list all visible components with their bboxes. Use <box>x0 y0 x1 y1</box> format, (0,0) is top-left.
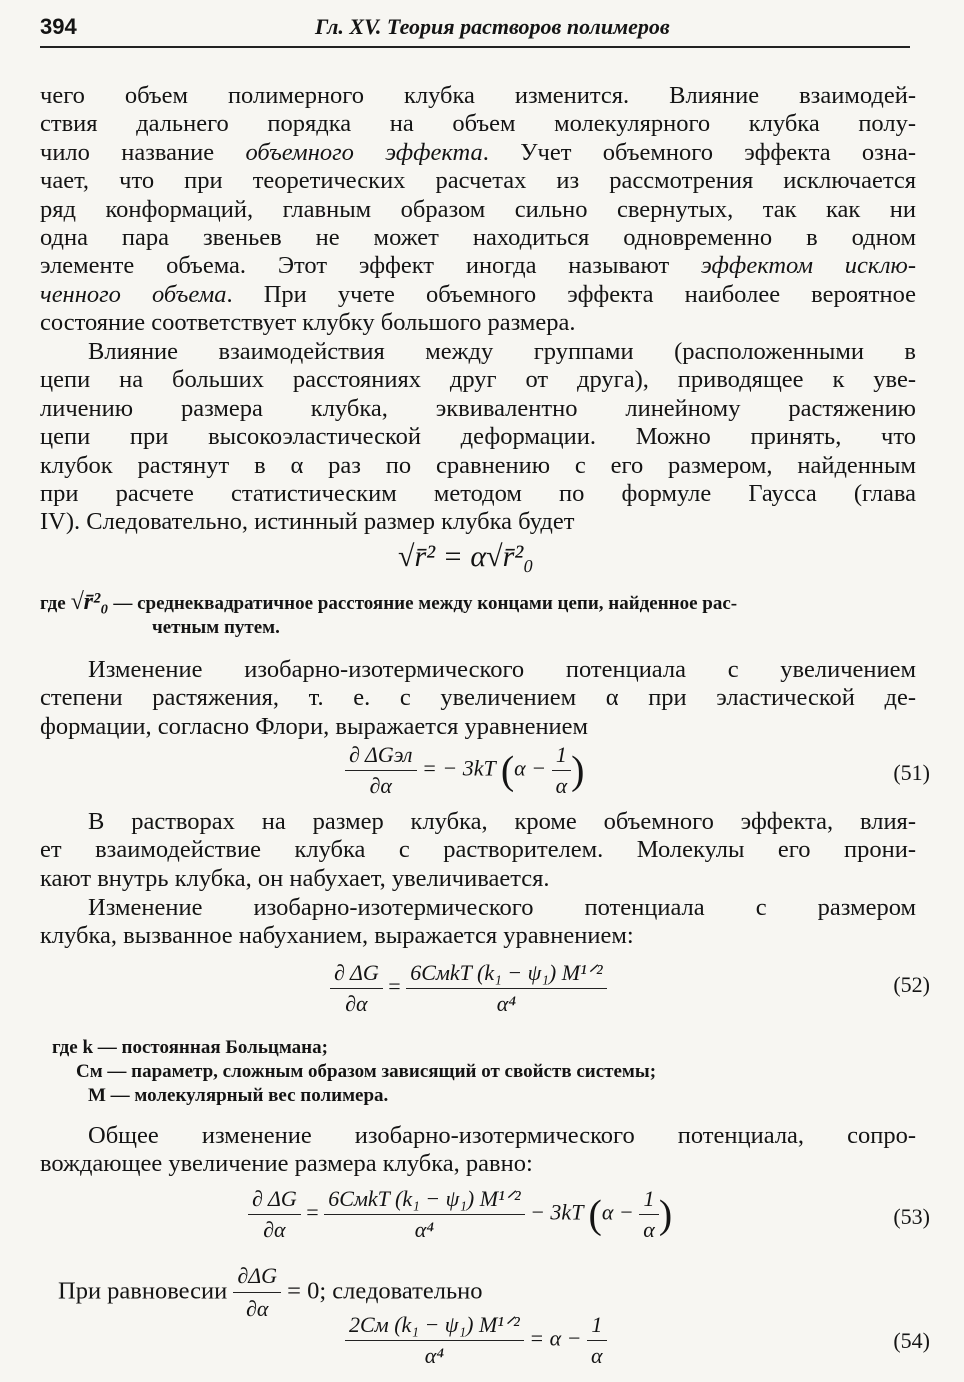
text-line <box>40 281 916 309</box>
text-line: цепи на больших расстояниях друг от друга), приводящее к уве- <box>40 366 916 394</box>
term-volume-effect: объемного эффекта <box>245 138 483 166</box>
frac-den: α <box>643 1217 655 1242</box>
eq-equals: = <box>306 1199 319 1225</box>
page-header <box>40 12 910 48</box>
frac-den: ∂α <box>246 1296 269 1322</box>
text-line: цепи при высокоэластической деформации. Можно принять, что <box>40 423 916 451</box>
where-label: где <box>40 593 66 614</box>
where-text: четным путем. <box>152 617 280 638</box>
frac-num: ∂ ΔG <box>330 960 383 989</box>
text-line: ствия дальнего порядка на объем молекулярного клубка полу- <box>40 110 916 138</box>
running-title: Гл. XV. Теория растворов полимеров <box>315 14 670 39</box>
text-line: чает, что при теоретических расчетах из рассмотрения исключается <box>40 167 916 195</box>
where-list <box>52 1036 928 1108</box>
text-line: IV). Следовательно, истинный размер клубка будет <box>40 508 575 536</box>
left-paren: ( <box>500 747 515 793</box>
equation-sqrt <box>398 540 534 574</box>
text-line: одна пара звеньев не может находиться одновременно в одном <box>40 224 916 252</box>
frac-den: α <box>555 773 568 798</box>
text-span: элементе объема. Этот эффект иногда называют <box>40 252 702 280</box>
text-line <box>40 590 916 616</box>
fraction <box>639 1186 659 1243</box>
frac-den: α⁴ <box>414 1217 434 1242</box>
text-line: клубка, вызванное набуханием, выражается уравнением: <box>40 922 634 950</box>
frac-den: α <box>591 1343 603 1368</box>
frac-num: ∂ΔG <box>233 1262 281 1293</box>
frac-num: 1 <box>552 742 572 771</box>
paragraph-total-change <box>40 1122 916 1179</box>
text-line: формации, согласно Флори, выражается уравнением <box>40 712 589 740</box>
text-line: степени растяжения, т. е. с увеличением α при эластической де- <box>40 684 916 712</box>
text-line: клубок растянут в α раз по сравнению с его размером, найденным <box>40 451 916 479</box>
right-paren: ) <box>571 747 585 793</box>
frac-num: 2Cм (k₁ − ψ₁) M¹ᐟ² <box>345 1312 524 1341</box>
frac-den: ∂α <box>263 1217 286 1242</box>
frac-den: α⁴ <box>496 991 516 1016</box>
frac-den: α⁴ <box>424 1343 444 1368</box>
eq-term: − 3kT <box>530 1199 584 1225</box>
eq-term: α − <box>601 1199 634 1225</box>
text-line: В растворах на размер клубка, кроме объемного эффекта, влия- <box>88 808 916 835</box>
paragraph-flory <box>40 656 916 741</box>
where-item: Cм — параметр, сложным образом зависящий от свойств системы; <box>76 1061 657 1082</box>
eq-rhs: = α − <box>529 1325 582 1351</box>
frac-den: ∂α <box>369 773 392 798</box>
equation-number: (52) <box>893 972 930 997</box>
fraction <box>324 1186 524 1243</box>
equation-52 <box>330 960 607 1017</box>
frac-num: 1 <box>587 1312 607 1341</box>
equation-number: (51) <box>893 760 930 785</box>
where-item: где k — постоянная Больцмана; <box>52 1037 328 1058</box>
equation-number: (53) <box>893 1204 930 1229</box>
fraction <box>345 742 417 799</box>
frac-num: ∂ ΔGэл <box>345 742 417 771</box>
fraction <box>345 1312 524 1369</box>
text-line: чего объем полимерного клубка изменится. Влияние взаимодей- <box>40 82 916 109</box>
text-line: ет взаимодействие клубка с растворителем. Молекулы его прони- <box>40 836 916 864</box>
eq-term: α − <box>514 755 547 781</box>
eq-lhs: √r̄² <box>398 540 436 573</box>
paragraph-solvent <box>40 808 916 893</box>
text-line: при расчете статистическим методом по формуле Гаусса (глава <box>40 480 916 508</box>
paragraph-coil-size <box>40 338 916 537</box>
frac-num: ∂ ΔG <box>248 1186 301 1215</box>
text-line: Изменение изобарно-изотермического потенциала с увеличением <box>88 656 916 683</box>
fraction <box>330 960 383 1017</box>
where-sqrt <box>40 590 916 640</box>
eq-rhs: √r̄²₀ <box>486 540 534 573</box>
frac-den: ∂α <box>345 991 368 1016</box>
text-line <box>40 252 916 280</box>
eq-equals: = α <box>435 540 487 573</box>
frac-num: 6CмkT (k₁ − ψ₁) M¹ᐟ² <box>324 1186 524 1215</box>
text-span: = 0; следовательно <box>287 1277 483 1305</box>
text-line <box>40 139 916 167</box>
text-line: личению размера клубка, эквивалентно линейному растяжению <box>40 394 916 422</box>
term-excluded-volume: эффектом исклю- <box>701 252 916 280</box>
fraction <box>552 742 572 799</box>
equation-54 <box>345 1312 607 1369</box>
eq-rhs: = − 3kT <box>422 755 496 781</box>
equation-53 <box>248 1186 672 1243</box>
text-line: кают внутрь клубка, он набухает, увеличивается. <box>40 864 550 892</box>
paragraph-swelling <box>40 894 916 951</box>
eq-equals: = <box>388 973 401 999</box>
where-item: M — молекулярный вес полимера. <box>88 1085 389 1106</box>
text-span: . При учете объемного эффекта наиболее вероятное <box>226 280 916 308</box>
text-line: Общее изменение изобарно-изотермического потенциала, сопро- <box>88 1122 916 1149</box>
where-text: — среднеквадратичное расстояние между концами цепи, найденное рас- <box>113 593 738 614</box>
text-line: ряд конформаций, главным образом сильно свернутых, так как ни <box>40 195 916 223</box>
text-line: Влияние взаимодействия между группами (расположенными в <box>88 338 916 365</box>
fraction <box>587 1312 607 1369</box>
text-line: состояние соответствует клубку большого размера. <box>40 309 576 337</box>
fraction <box>406 960 606 1017</box>
frac-num: 6CмkT (k₁ − ψ₁) M¹ᐟ² <box>406 960 606 989</box>
where-symbol: √r̄²₀ <box>70 589 109 615</box>
equation-51 <box>345 742 584 799</box>
text-span: . Учет объемного эффекта озна- <box>482 138 916 166</box>
right-paren: ) <box>658 1191 673 1237</box>
term-excluded-volume: ченного объема <box>40 280 227 308</box>
text-line: Изменение изобарно-изотермического потенциала с размером <box>88 894 916 921</box>
page-number: 394 <box>40 14 77 39</box>
fraction <box>233 1262 281 1324</box>
equation-number: (54) <box>893 1328 930 1353</box>
text-span: чило название <box>40 138 246 166</box>
text-span: При равновесии <box>58 1277 228 1305</box>
frac-num: 1 <box>639 1186 659 1215</box>
fraction <box>248 1186 301 1243</box>
paragraph-volume-effect <box>40 82 916 338</box>
text-line: вождающее увеличение размера клубка, равно: <box>40 1150 533 1178</box>
left-paren: ( <box>588 1191 602 1237</box>
